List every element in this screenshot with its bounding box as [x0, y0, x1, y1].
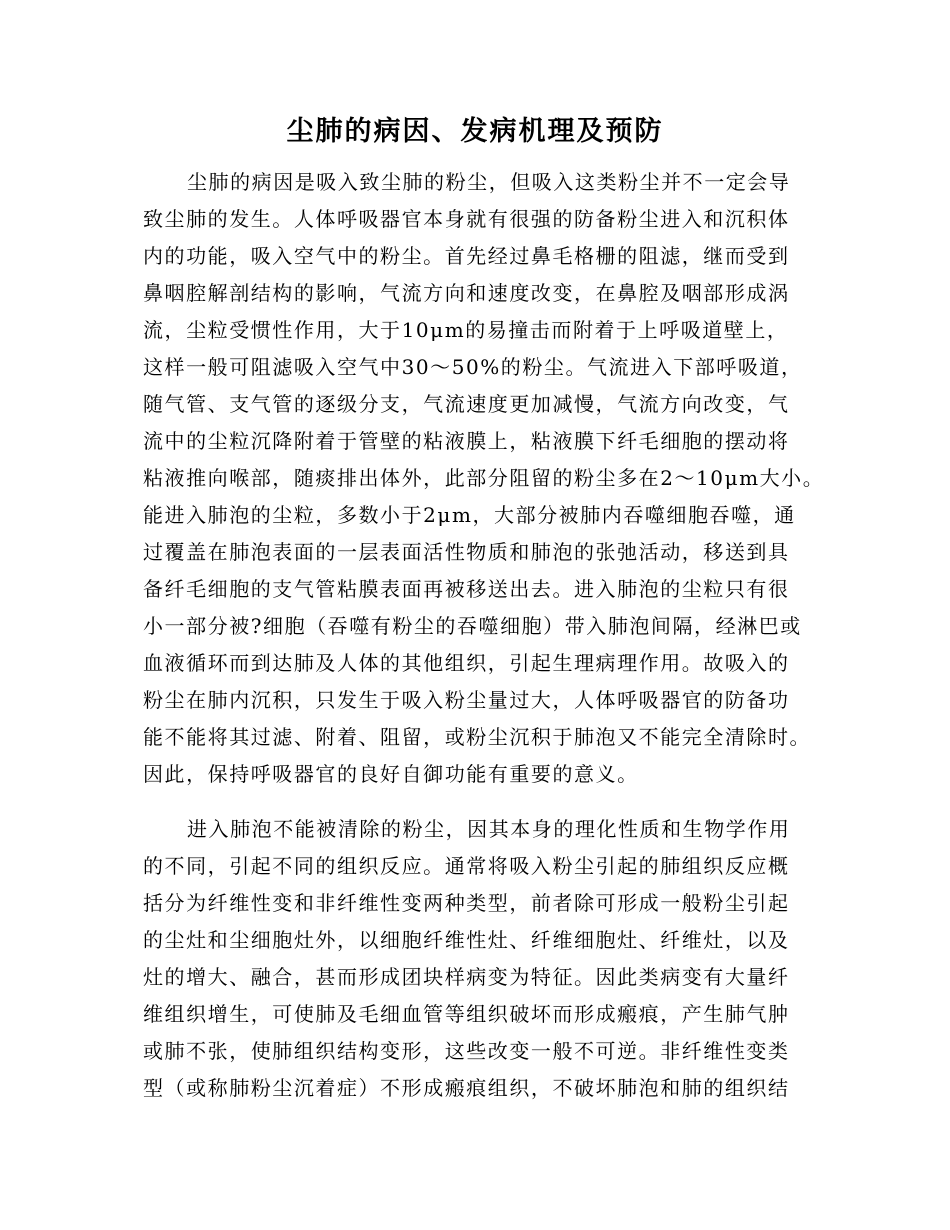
paragraph-line: 流中的尘粒沉降附着于管壁的粘液膜上，粘液膜下纤毛细胞的摆动将 — [143, 429, 790, 453]
paragraph-line: 能不能将其过滤、附着、阻留，或粉尘沉积于肺泡又不能完全清除时。 — [143, 725, 812, 749]
paragraph-line: 流，尘粒受惯性作用，大于10μm的易撞击而附着于上呼吸道壁上， — [143, 318, 789, 342]
document-title: 尘肺的病因、发病机理及预防 — [286, 116, 664, 147]
paragraph-line: 随气管、支气管的逐级分支，气流速度更加减慢，气流方向改变，气 — [143, 392, 790, 416]
paragraph-line: 血液循环而到达肺及人体的其他组织，引起生理病理作用。故吸入的 — [143, 651, 790, 675]
paragraph-line: 能进入肺泡的尘粒，多数小于2μm，大部分被肺内吞噬细胞吞噬，通 — [143, 503, 796, 527]
paragraph-line: 备纤毛细胞的支气管粘膜表面再被移送出去。进入肺泡的尘粒只有很 — [143, 577, 790, 601]
paragraph-line: 致尘肺的发生。人体呼吸器官本身就有很强的防备粉尘进入和沉积体 — [143, 207, 790, 231]
paragraph-line: 过覆盖在肺泡表面的一层表面活性物质和肺泡的张弛活动，移送到具 — [143, 540, 790, 564]
paragraph-line: 型（或称肺粉尘沉着症）不形成瘢痕组织，不破坏肺泡和肺的组织结 — [143, 1076, 790, 1100]
paragraph-line: 粘液推向喉部，随痰排出体外，此部分阻留的粉尘多在2～10μm大小。 — [143, 466, 825, 490]
paragraph-line: 或肺不张，使肺组织结构变形，这些改变一般不可逆。非纤维性变类 — [143, 1039, 790, 1063]
paragraph-line: 灶的增大、融合，甚而形成团块样病变为特征。因此类病变有大量纤 — [143, 965, 790, 989]
paragraph-1 — [143, 164, 823, 793]
paragraph-line: 维组织增生，可使肺及毛细血管等组织破坏而形成瘢痕，产生肺气肿 — [143, 1002, 790, 1026]
paragraph-line: 的尘灶和尘细胞灶外，以细胞纤维性灶、纤维细胞灶、纤维灶，以及 — [143, 928, 790, 952]
paragraph-2 — [143, 811, 823, 1107]
paragraph-line: 尘肺的病因是吸入致尘肺的粉尘，但吸入这类粉尘并不一定会导 — [187, 170, 791, 194]
paragraph-line: 这样一般可阻滤吸入空气中30～50%的粉尘。气流进入下部呼吸道， — [143, 355, 803, 379]
paragraph-line: 小一部分被?细胞（吞噬有粉尘的吞噬细胞）带入肺泡间隔，经淋巴或 — [143, 614, 802, 638]
paragraph-line: 的不同，引起不同的组织反应。通常将吸入粉尘引起的肺组织反应概 — [143, 854, 790, 878]
paragraph-line: 鼻咽腔解剖结构的影响，气流方向和速度改变，在鼻腔及咽部形成涡 — [143, 281, 790, 305]
paragraph-line: 内的功能，吸入空气中的粉尘。首先经过鼻毛格栅的阻滤，继而受到 — [143, 244, 790, 268]
paragraph-line: 括分为纤维性变和非纤维性变两种类型，前者除可形成一般粉尘引起 — [143, 891, 790, 915]
paragraph-line: 进入肺泡不能被清除的粉尘，因其本身的理化性质和生物学作用 — [187, 817, 791, 841]
paragraph-line: 粉尘在肺内沉积，只发生于吸入粉尘量过大，人体呼吸器官的防备功 — [143, 688, 790, 712]
paragraph-line: 因此，保持呼吸器官的良好自御功能有重要的意义。 — [143, 762, 639, 786]
